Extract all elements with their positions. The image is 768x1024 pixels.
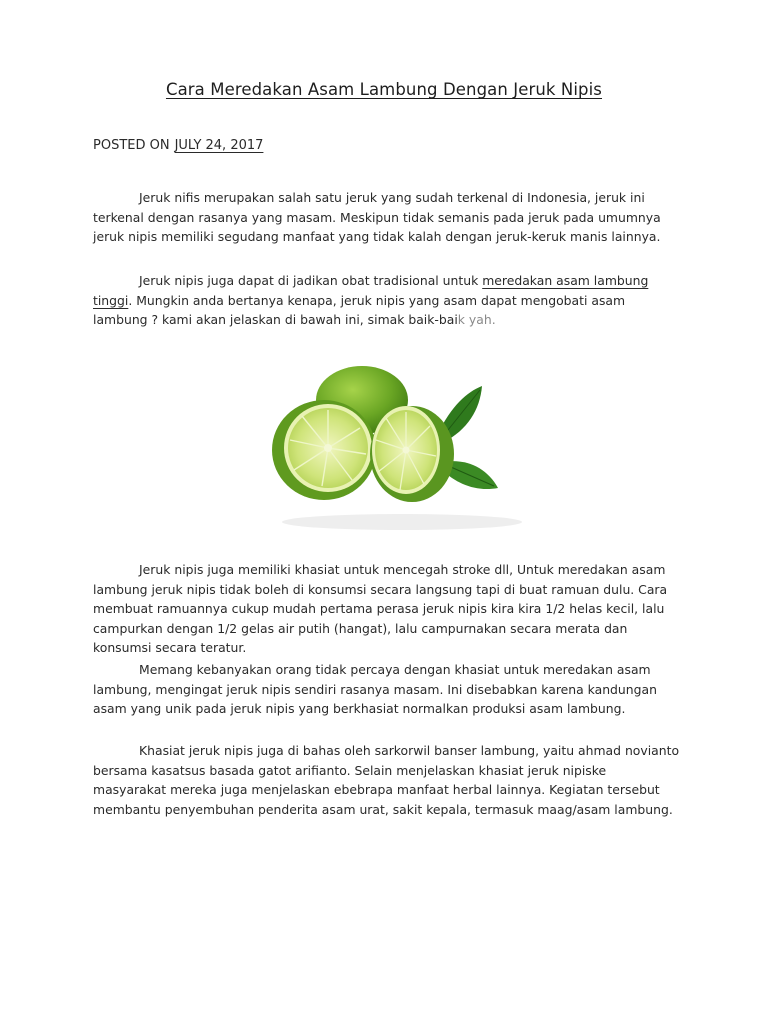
lime-image (262, 350, 532, 535)
paragraph-1: Jeruk nifis merupakan salah satu jeruk yang sudah terkenal di Indonesia, jeruk ini terkenal dengan rasanya yang masam. Meskipun tidak semanis pada jeruk pada umumnya jeruk nipis memiliki segudang manfaat yang tidak kalah dengan jeruk-keruk manis lainnya. (93, 190, 661, 245)
lime-shadow (282, 514, 522, 530)
paragraph-4: Memang kebanyakan orang tidak percaya dengan khasiat untuk meredakan asam lambung, mengingat jeruk nipis sendiri rasanya masam. Ini disebabkan karena kandungan asam yang unik pada jeruk nipis yang berkhasiat normalkan produksi asam lambung. (93, 662, 657, 717)
posted-date-link[interactable]: JULY 24, 2017 (174, 138, 264, 153)
paragraph-3: Jeruk nipis juga memiliki khasiat untuk mencegah stroke dll, Untuk meredakan asam lambung jeruk nipis tidak boleh di konsumsi secara langsung tapi di buat ramuan dulu. Cara membuat ramuannya cukup mudah pertama perasa jeruk nipis kira kira 1/2 helas kecil, lalu campurkan dengan 1/2 gelas air putih (hangat), lalu campurnakan secara merata dan konsumsi secara teratur. (93, 562, 668, 656)
paragraph-2-faded-end: k yah. (457, 312, 496, 328)
article-title: Cara Meredakan Asam Lambung Dengan Jeruk Nipis (165, 80, 603, 99)
paragraph-2-intro: Jeruk nipis juga dapat di jadikan obat tradisional untuk (139, 273, 483, 288)
paragraph-5: Khasiat jeruk nipis juga di bahas oleh sarkorwil banser lambung, yaitu ahmad novianto bersama kasatsus basada gatot arifianto. Selain menjelaskan khasiat jeruk nipiske masyarakat mereka juga menjelaskan ebebrapa manfaat herbal lainnya. Kegiatan tersebut membantu penyembuhan penderita asam urat, sakit kepala, termasuk maag/asam lambung. (93, 743, 680, 817)
paragraph-2-body: . Mungkin anda bertanya kenapa, jeruk nipis yang asam dapat mengobati asam lambung ? kami akan jelaskan di bawah ini, simak baik-bai (93, 292, 626, 328)
paragraph-2 (93, 271, 683, 330)
posted-line (93, 138, 263, 153)
acid-reflux-link[interactable]: meredakan asam lambung tinggi (93, 273, 649, 308)
posted-label: POSTED ON (93, 138, 170, 153)
